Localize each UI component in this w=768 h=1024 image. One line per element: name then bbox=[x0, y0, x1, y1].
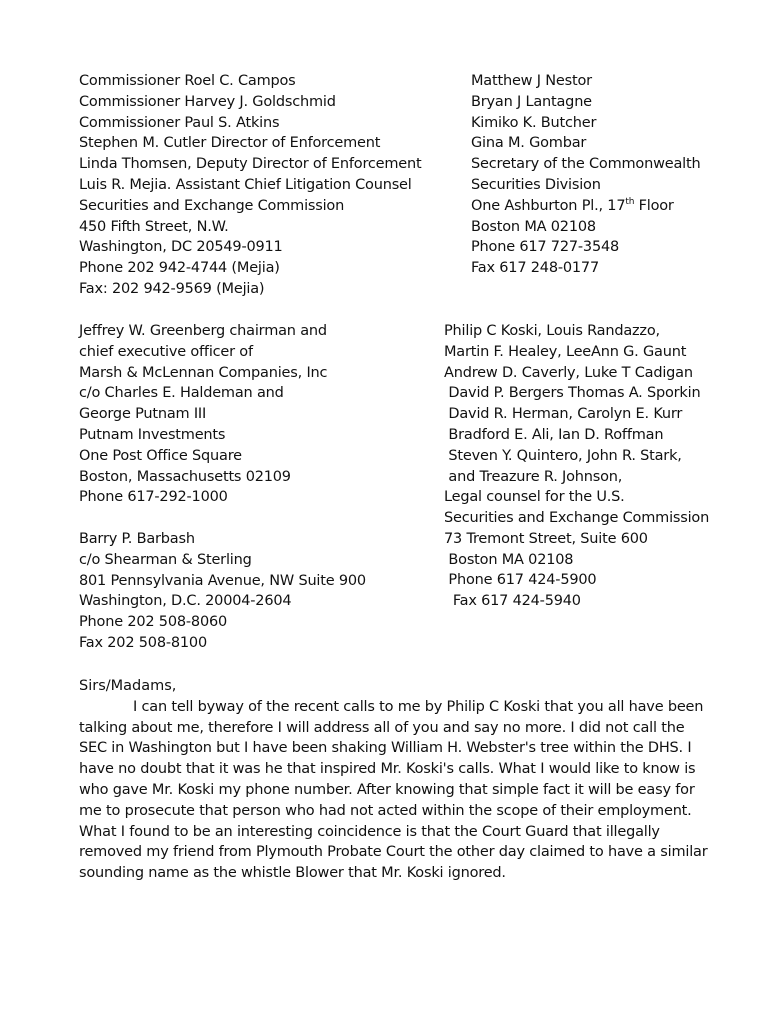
address-line: Boston MA 02108 bbox=[471, 218, 596, 235]
address-line: Barry P. Barbash bbox=[79, 531, 195, 547]
paragraph-line: sounding name as the whistle Blower that Mr. Koski ignored. bbox=[79, 865, 506, 882]
address-line: Andrew D. Caverly, Luke T Cadigan bbox=[444, 364, 693, 381]
paragraph-line: removed my friend from Plymouth Probate Court the other day claimed to have a similar bbox=[79, 844, 708, 861]
address-line: David P. Bergers Thomas A. Sporkin bbox=[444, 385, 701, 402]
paragraph-line: have no doubt that it was he that inspired Mr. Koski's calls. What I would like to know is bbox=[79, 761, 696, 778]
address-line-ashburton bbox=[471, 196, 700, 217]
address-line: Securities and Exchange Commission bbox=[444, 510, 710, 526]
address-line: Commissioner Roel C. Campos bbox=[79, 73, 296, 89]
paragraph-line: What I found to be an interesting coincidence is that the Court Guard that illegally bbox=[79, 823, 660, 840]
address-line: Fax 617 248-0177 bbox=[471, 260, 599, 277]
address-line: Phone 202 508-8060 bbox=[79, 614, 228, 631]
address-line: Luis R. Mejia. Assistant Chief Litigation Counsel bbox=[79, 176, 412, 193]
address-line: Marsh & McLennan Companies, Inc bbox=[79, 364, 328, 381]
address-line: Fax 617 424-5940 bbox=[444, 593, 581, 610]
recipient-block-barbash bbox=[79, 529, 366, 654]
address-line: Commissioner Harvey J. Goldschmid bbox=[79, 93, 336, 110]
paragraph-line: SEC in Washington but I have been shaking William H. Webster's tree within the DHS. I bbox=[79, 740, 692, 757]
address-line: Kimiko K. Butcher bbox=[471, 114, 597, 131]
address-line: David R. Herman, Carolyn E. Kurr bbox=[444, 406, 683, 423]
address-line: Matthew J Nestor bbox=[471, 73, 592, 89]
recipient-block-commonwealth bbox=[471, 71, 700, 279]
address-line: Legal counsel for the U.S. bbox=[444, 489, 625, 506]
address-line: Bradford E. Ali, Ian D. Roffman bbox=[444, 426, 664, 443]
address-line: Washington, DC 20549-0911 bbox=[79, 239, 283, 256]
address-line: c/o Shearman & Sterling bbox=[79, 551, 252, 568]
letter-paragraph bbox=[79, 697, 719, 884]
salutation: Sirs/Madams, bbox=[79, 678, 177, 694]
address-line: Phone 617 424-5900 bbox=[444, 572, 597, 589]
paragraph-line: me to prosecute that person who had not acted within the scope of their employment. bbox=[79, 802, 692, 819]
address-text: One Ashburton Pl., 17 bbox=[471, 197, 626, 214]
letter-body bbox=[79, 676, 719, 884]
address-line: Commissioner Paul S. Atkins bbox=[79, 114, 280, 131]
address-line: Washington, D.C. 20004-2604 bbox=[79, 593, 292, 610]
paragraph-line: I can tell byway of the recent calls to me by Philip C Koski that you all have been bbox=[133, 698, 704, 715]
address-line: Fax: 202 942-9569 (Mejia) bbox=[79, 280, 265, 297]
address-line: Phone 202 942-4744 (Mejia) bbox=[79, 260, 280, 277]
address-line: Stephen M. Cutler Director of Enforcement bbox=[79, 135, 381, 152]
address-line: 450 Fifth Street, N.W. bbox=[79, 218, 229, 235]
address-line: Phone 617-292-1000 bbox=[79, 489, 228, 506]
ordinal-suffix: th bbox=[625, 196, 635, 207]
address-line: 73 Tremont Street, Suite 600 bbox=[444, 530, 648, 547]
address-line: Securities and Exchange Commission bbox=[79, 197, 345, 214]
address-line: c/o Charles E. Haldeman and bbox=[79, 385, 284, 402]
recipient-block-sec-boston-counsel bbox=[444, 321, 700, 508]
address-line: Gina M. Gombar bbox=[471, 135, 587, 152]
address-line: George Putnam III bbox=[79, 406, 207, 423]
address-line: and Treazure R. Johnson, bbox=[444, 468, 623, 485]
address-text: Floor bbox=[634, 197, 674, 214]
address-line: Linda Thomsen, Deputy Director of Enforcement bbox=[79, 156, 422, 173]
address-line: Bryan J Lantagne bbox=[471, 93, 592, 110]
paragraph-line: who gave Mr. Koski my phone number. After knowing that simple fact it will be easy for bbox=[79, 781, 695, 798]
address-line: Martin F. Healey, LeeAnn G. Gaunt bbox=[444, 343, 687, 360]
recipient-block-marsh-putnam bbox=[79, 321, 327, 508]
address-line: Securities Division bbox=[471, 176, 601, 193]
paragraph-line: talking about me, therefore I will address all of you and say no more. I did not call the bbox=[79, 719, 685, 736]
address-line: Boston MA 02108 bbox=[444, 551, 574, 568]
recipient-block-sec-washington bbox=[79, 71, 422, 300]
address-line: Boston, Massachusetts 02109 bbox=[79, 468, 291, 485]
address-line: chief executive officer of bbox=[79, 343, 253, 360]
address-line: One Post Office Square bbox=[79, 447, 242, 464]
address-line: 801 Pennsylvania Avenue, NW Suite 900 bbox=[79, 572, 366, 589]
recipient-block-sec-boston-office bbox=[444, 508, 709, 612]
address-line: Philip C Koski, Louis Randazzo, bbox=[444, 323, 660, 339]
address-line: Fax 202 508-8100 bbox=[79, 634, 207, 651]
address-line: Steven Y. Quintero, John R. Stark, bbox=[444, 447, 682, 464]
address-line: Jeffrey W. Greenberg chairman and bbox=[79, 323, 327, 339]
address-line: Phone 617 727-3548 bbox=[471, 239, 620, 256]
address-line: Secretary of the Commonwealth bbox=[471, 156, 701, 173]
address-line: Putnam Investments bbox=[79, 426, 226, 443]
